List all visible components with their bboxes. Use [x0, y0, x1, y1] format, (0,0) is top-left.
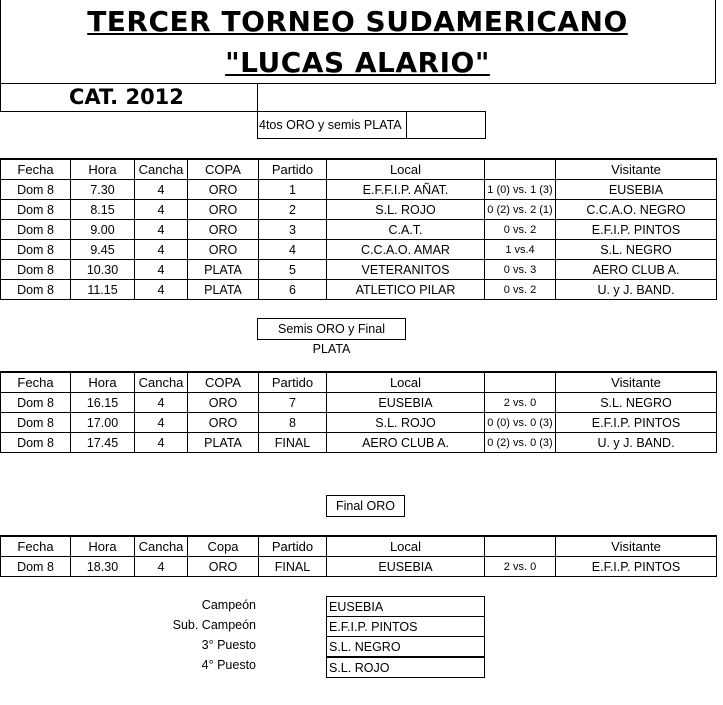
cell-partido: 6 — [259, 280, 327, 300]
cell-copa: ORO — [188, 200, 259, 220]
cell-cancha: 4 — [135, 393, 188, 413]
section2-header-row — [1, 372, 717, 393]
col-header-hora: Hora — [71, 159, 135, 180]
cell-resultado: 2 vs. 0 — [485, 393, 556, 413]
col-header-result — [485, 536, 556, 557]
col-header-partido: Partido — [259, 159, 327, 180]
col-header-fecha: Fecha — [1, 372, 71, 393]
cell-fecha: Dom 8 — [1, 220, 71, 240]
cell-local: S.L. ROJO — [327, 200, 485, 220]
match-row — [1, 240, 717, 260]
section3-body — [1, 536, 717, 577]
section2-title-text: Semis ORO y Final PLATA — [278, 322, 385, 356]
col-header-partido: Partido — [259, 536, 327, 557]
cell-partido: 7 — [259, 393, 327, 413]
section1-title — [257, 111, 486, 139]
cell-fecha: Dom 8 — [1, 200, 71, 220]
cell-resultado: 1 vs.4 — [485, 240, 556, 260]
cell-copa: ORO — [188, 220, 259, 240]
cell-cancha: 4 — [135, 200, 188, 220]
col-header-local: Local — [327, 372, 485, 393]
cell-visitante: EUSEBIA — [556, 180, 717, 200]
col-header-visitante: Visitante — [556, 536, 717, 557]
col-header-visitante: Visitante — [556, 372, 717, 393]
cell-resultado: 0 (2) vs. 0 (3) — [485, 433, 556, 453]
cell-copa: ORO — [188, 413, 259, 433]
cell-partido: 1 — [259, 180, 327, 200]
col-header-hora: Hora — [71, 536, 135, 557]
cell-visitante: E.F.I.P. PINTOS — [556, 413, 717, 433]
cell-partido: 5 — [259, 260, 327, 280]
cell-local: VETERANITOS — [327, 260, 485, 280]
section1-table — [0, 158, 717, 300]
cell-hora: 16.15 — [71, 393, 135, 413]
col-header-fecha: Fecha — [1, 536, 71, 557]
cell-partido: 4 — [259, 240, 327, 260]
cell-fecha: Dom 8 — [1, 413, 71, 433]
col-header-fecha: Fecha — [1, 159, 71, 180]
cell-hora: 9.45 — [71, 240, 135, 260]
cell-visitante: E.F.I.P. PINTOS — [556, 557, 717, 577]
cell-visitante: E.F.I.P. PINTOS — [556, 220, 717, 240]
match-row — [1, 200, 717, 220]
podium-team-1: EUSEBIA — [326, 596, 485, 617]
cell-resultado: 0 vs. 2 — [485, 280, 556, 300]
section2-table — [0, 371, 717, 453]
cell-cancha: 4 — [135, 240, 188, 260]
cell-local: C.A.T. — [327, 220, 485, 240]
podium-label-1: Campeón — [201, 598, 256, 612]
podium-label-4: 4° Puesto — [201, 658, 256, 672]
cell-cancha: 4 — [135, 413, 188, 433]
cell-partido: 3 — [259, 220, 327, 240]
cell-resultado: 0 (0) vs. 0 (3) — [485, 413, 556, 433]
col-header-result — [485, 159, 556, 180]
cell-resultado: 0 (2) vs. 2 (1) — [485, 200, 556, 220]
cell-visitante: S.L. NEGRO — [556, 240, 717, 260]
cell-partido: FINAL — [259, 433, 327, 453]
match-row — [1, 220, 717, 240]
cell-partido: 2 — [259, 200, 327, 220]
cell-resultado: 0 vs. 2 — [485, 220, 556, 240]
section3-header-row — [1, 536, 717, 557]
col-header-cancha: Cancha — [135, 536, 188, 557]
cell-cancha: 4 — [135, 220, 188, 240]
cell-copa: PLATA — [188, 260, 259, 280]
col-header-hora: Hora — [71, 372, 135, 393]
section1-title-text: 4tos ORO y semis PLATA — [259, 118, 402, 132]
podium-label-2: Sub. Campeón — [172, 618, 256, 632]
page-title-line1: TERCER TORNEO SUDAMERICANO — [87, 5, 628, 38]
cell-cancha: 4 — [135, 433, 188, 453]
page-title-line2: "LUCAS ALARIO" — [225, 46, 490, 79]
cell-local: EUSEBIA — [327, 557, 485, 577]
cell-local: AERO CLUB A. — [327, 433, 485, 453]
cell-fecha: Dom 8 — [1, 393, 71, 413]
col-header-visitante: Visitante — [556, 159, 717, 180]
cell-resultado: 0 vs. 3 — [485, 260, 556, 280]
cell-cancha: 4 — [135, 280, 188, 300]
cell-fecha: Dom 8 — [1, 260, 71, 280]
col-header-local: Local — [327, 536, 485, 557]
cell-hora: 7.30 — [71, 180, 135, 200]
cell-visitante: U. y J. BAND. — [556, 433, 717, 453]
cell-cancha: 4 — [135, 180, 188, 200]
cell-local: EUSEBIA — [327, 393, 485, 413]
match-row — [1, 180, 717, 200]
podium-label-3: 3° Puesto — [201, 638, 256, 652]
cell-local: ATLETICO PILAR — [327, 280, 485, 300]
col-header-copa: COPA — [188, 159, 259, 180]
cell-partido: 8 — [259, 413, 327, 433]
cell-hora: 9.00 — [71, 220, 135, 240]
match-row — [1, 433, 717, 453]
section1-header-row — [1, 159, 717, 180]
cell-local: E.F.F.I.P. AÑAT. — [327, 180, 485, 200]
cell-visitante: AERO CLUB A. — [556, 260, 717, 280]
title-frame-bottom — [258, 83, 716, 84]
cell-visitante: S.L. NEGRO — [556, 393, 717, 413]
cell-visitante: C.C.A.O. NEGRO — [556, 200, 717, 220]
section3-table — [0, 535, 717, 577]
section3-title-text: Final ORO — [335, 499, 396, 513]
cell-copa: ORO — [188, 240, 259, 260]
col-header-local: Local — [327, 159, 485, 180]
cell-local: C.C.A.O. AMAR — [327, 240, 485, 260]
section2-title — [257, 318, 406, 356]
cell-visitante: U. y J. BAND. — [556, 280, 717, 300]
col-header-result — [485, 372, 556, 393]
cell-hora: 8.15 — [71, 200, 135, 220]
cell-partido: FINAL — [259, 557, 327, 577]
podium-team-2: E.F.I.P. PINTOS — [326, 616, 485, 637]
cell-hora: 11.15 — [71, 280, 135, 300]
cell-hora: 18.30 — [71, 557, 135, 577]
col-header-cancha: Cancha — [135, 372, 188, 393]
cell-hora: 17.45 — [71, 433, 135, 453]
cell-fecha: Dom 8 — [1, 557, 71, 577]
match-row — [1, 280, 717, 300]
category-label: CAT. 2012 — [0, 83, 258, 112]
cell-hora: 10.30 — [71, 260, 135, 280]
cell-cancha: 4 — [135, 260, 188, 280]
col-header-copa: COPA — [188, 372, 259, 393]
section3-title — [326, 495, 405, 517]
col-header-partido: Partido — [259, 372, 327, 393]
col-header-cancha: Cancha — [135, 159, 188, 180]
cell-hora: 17.00 — [71, 413, 135, 433]
section2-body — [1, 372, 717, 453]
section1-body — [1, 159, 717, 300]
cell-copa: ORO — [188, 180, 259, 200]
match-row — [1, 413, 717, 433]
cell-copa: PLATA — [188, 280, 259, 300]
col-header-copa: Copa — [188, 536, 259, 557]
cell-fecha: Dom 8 — [1, 180, 71, 200]
cell-fecha: Dom 8 — [1, 280, 71, 300]
cell-local: S.L. ROJO — [327, 413, 485, 433]
cell-copa: PLATA — [188, 433, 259, 453]
match-row — [1, 260, 717, 280]
cell-fecha: Dom 8 — [1, 240, 71, 260]
match-row — [1, 557, 717, 577]
podium-team-4: S.L. ROJO — [326, 657, 485, 678]
section1-divider — [406, 112, 407, 139]
cell-copa: ORO — [188, 557, 259, 577]
podium-team-3: S.L. NEGRO — [326, 636, 485, 657]
cell-fecha: Dom 8 — [1, 433, 71, 453]
cell-copa: ORO — [188, 393, 259, 413]
cell-resultado: 2 vs. 0 — [485, 557, 556, 577]
cell-resultado: 1 (0) vs. 1 (3) — [485, 180, 556, 200]
title-frame-right — [715, 0, 716, 84]
cell-cancha: 4 — [135, 557, 188, 577]
match-row — [1, 393, 717, 413]
